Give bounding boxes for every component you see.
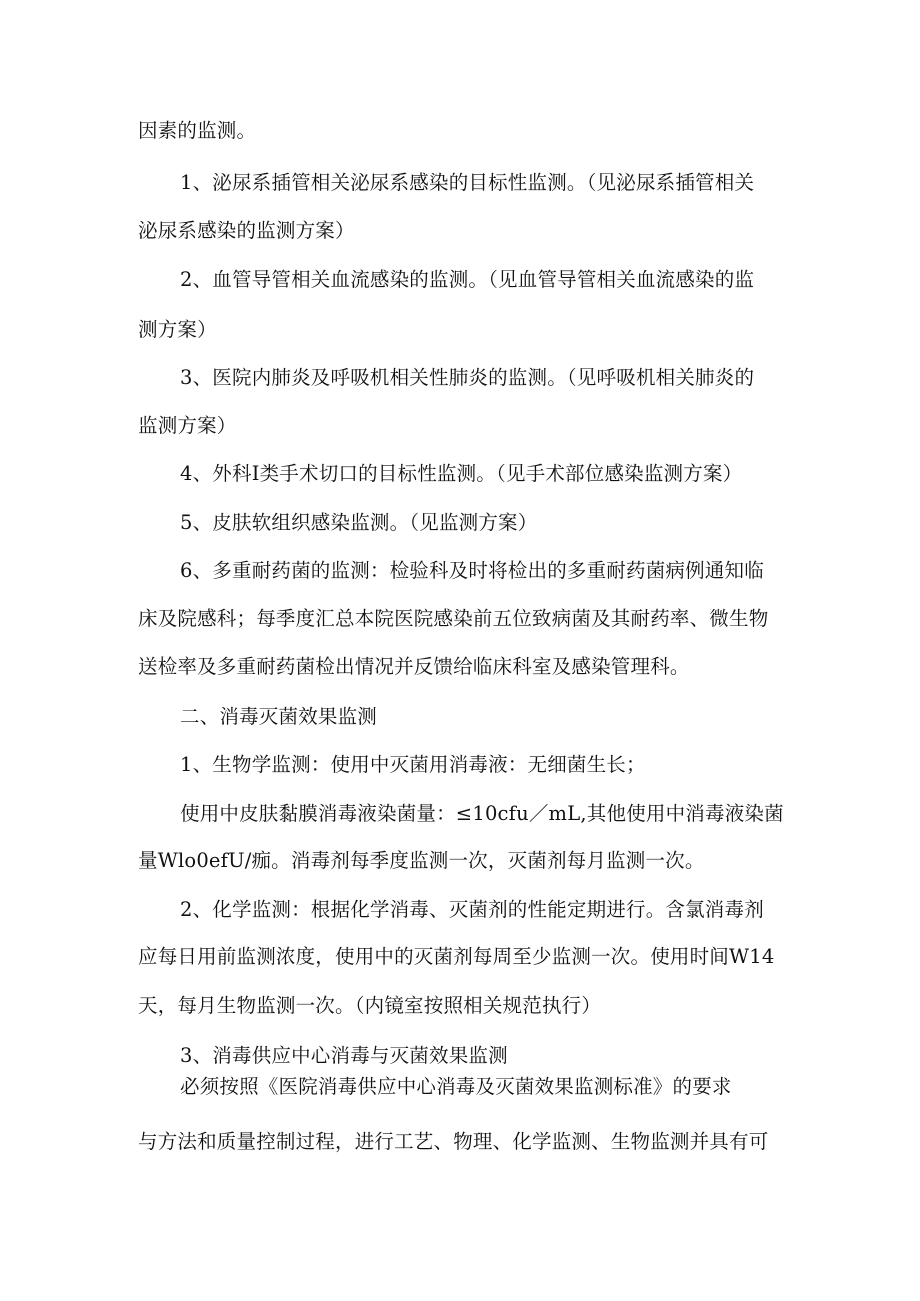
text-line: 1、生物学监测：使用中灭菌用消毒液：无细菌生长； bbox=[180, 753, 646, 776]
text-line: 2、化学监测：根据化学消毒、灭菌剂的性能定期进行。含氯消毒剂 bbox=[180, 898, 764, 921]
text-line: 与方法和质量控制过程，进行工艺、物理、化学监测、生物监测并具有可 bbox=[138, 1130, 769, 1153]
text-line: 泌尿系感染的监测方案） bbox=[138, 219, 355, 242]
text-line: 3、消毒供应中心消毒与灭菌效果监测 bbox=[180, 1044, 508, 1067]
text-line: 2、血管导管相关血流感染的监测。（见血管导管相关血流感染的监 bbox=[180, 268, 755, 291]
text-line: 1、泌尿系插管相关泌尿系感染的目标性监测。（见泌尿系插管相关 bbox=[180, 171, 755, 194]
text-line: 测方案） bbox=[138, 318, 217, 341]
text-line: 监测方案） bbox=[138, 414, 237, 437]
text-line: 床及院感科；每季度汇总本院医院感染前五位致病菌及其耐药率、微生物 bbox=[138, 607, 769, 630]
section-heading: 二、消毒灭菌效果监测 bbox=[180, 705, 378, 728]
text-line: 6、多重耐药菌的监测：检验科及时将检出的多重耐药菌病例通知临 bbox=[180, 559, 764, 582]
text-line: 5、皮肤软组织感染监测。（见监测方案） bbox=[180, 511, 538, 534]
text-line: 必须按照《医院消毒供应中心消毒及灭菌效果监测标准》的要求 bbox=[180, 1075, 732, 1098]
text-line: 因素的监测。 bbox=[138, 119, 257, 142]
text-line: 使用中皮肤黏膜消毒液染菌量：≤10cfu／mL,其他使用中消毒液染菌 bbox=[180, 802, 784, 825]
text-line: 应每日用前监测浓度，使用中的灭菌剂每周至少监测一次。使用时间W14 bbox=[138, 945, 775, 968]
text-line: 4、外科Ⅰ类手术切口的目标性监测。（见手术部位感染监测方案） bbox=[180, 462, 743, 485]
text-line: 天，每月生物监测一次。（内镜室按照相关规范执行） bbox=[138, 994, 602, 1017]
text-line: 3、医院内肺炎及呼吸机相关性肺炎的监测。（见呼吸机相关肺炎的 bbox=[180, 366, 755, 389]
text-line: 送检率及多重耐药菌检出情况并反馈给临床科室及感染管理科。 bbox=[138, 655, 690, 678]
text-line: 量Wlo0efU/痂。消毒剂每季度监测一次，灭菌剂每月监测一次。 bbox=[138, 849, 705, 872]
